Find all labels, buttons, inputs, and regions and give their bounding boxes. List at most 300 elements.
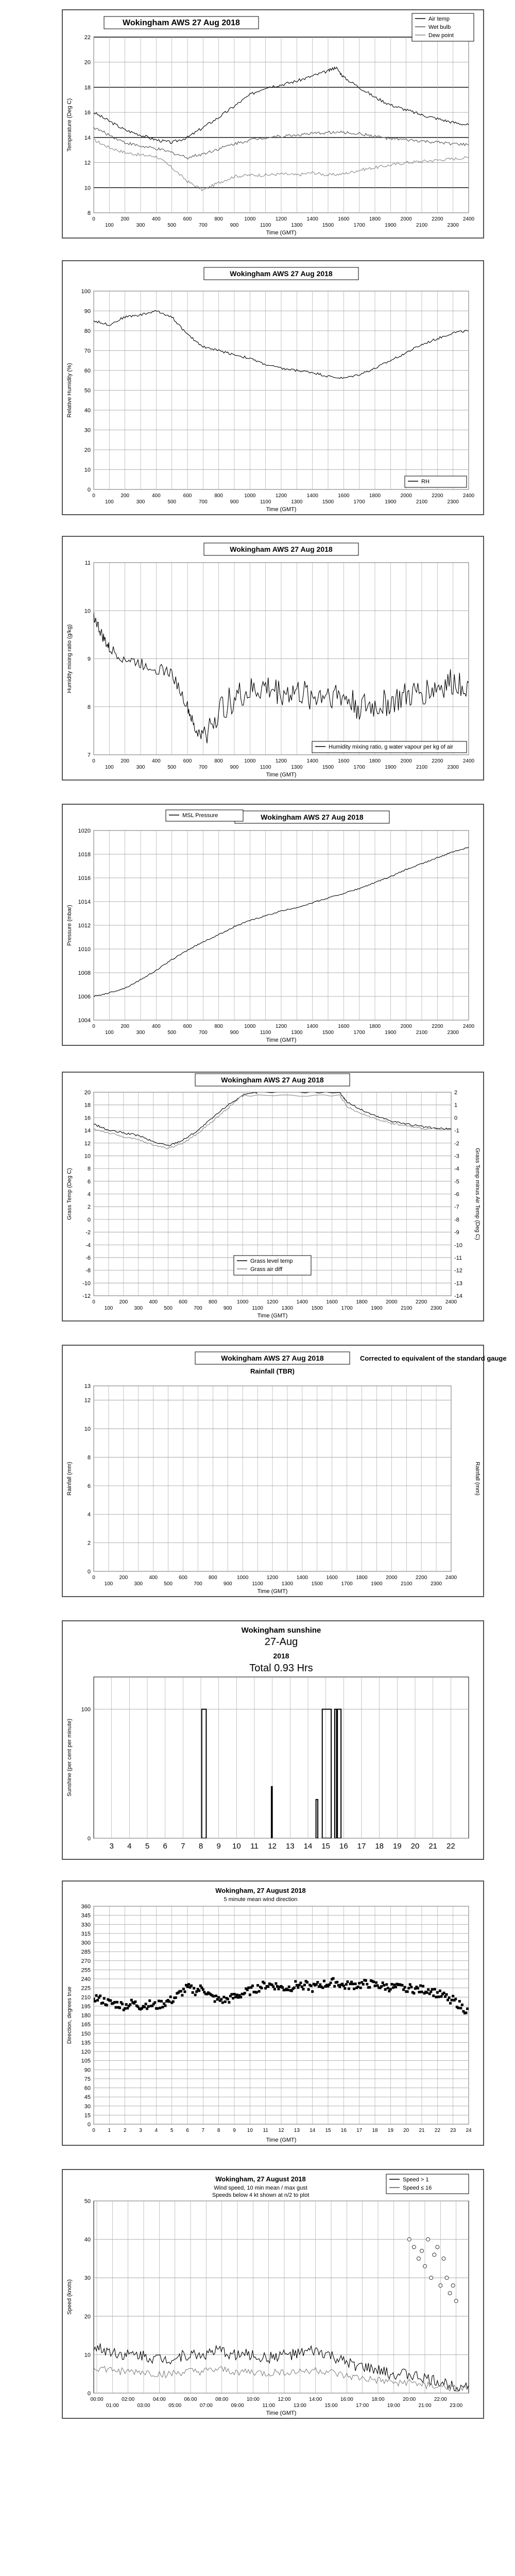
x-axis-label: Time (GMT)	[266, 2137, 297, 2143]
pressure-chart-svg	[63, 805, 483, 1045]
direction-point	[466, 2007, 469, 2010]
y-tick-label: 6	[87, 1483, 91, 1489]
x-tick-label: 1100	[260, 1030, 271, 1036]
direction-point	[228, 2001, 230, 2004]
y-tick-label: 1016	[78, 875, 91, 882]
x-tick-label: 0	[92, 1575, 95, 1581]
x-tick-label: 2300	[447, 1030, 459, 1036]
y-tick-label: 9	[87, 656, 91, 663]
direction-point	[434, 1988, 436, 1991]
direction-point	[134, 2001, 136, 2003]
direction-point	[366, 1983, 368, 1986]
sunshine-chart	[62, 1620, 484, 1860]
gust-point	[451, 2284, 455, 2287]
direction-point	[385, 1983, 388, 1986]
direction-point	[387, 1987, 389, 1989]
gust-point	[439, 2284, 442, 2287]
direction-point	[417, 1987, 419, 1990]
x-tick-label: 2200	[416, 1575, 427, 1581]
x-tick-label: 200	[119, 1299, 128, 1305]
y-axis-label: Speed (knots)	[66, 2279, 73, 2315]
direction-point	[172, 2001, 175, 2003]
x-tick-label: 600	[183, 493, 192, 499]
x-tick-label: 700	[198, 223, 208, 228]
x-tick-label: 11	[250, 1842, 259, 1851]
x-tick-label: 21:00	[418, 2403, 432, 2409]
wind-speed-chart-svg	[63, 2170, 483, 2418]
y2-axis-label: Rainfall (mm)	[474, 1462, 480, 1496]
y2-tick-label: 0	[454, 1115, 458, 1122]
x-tick-label: 01:00	[106, 2403, 119, 2409]
x-tick-label: 1600	[338, 493, 350, 499]
direction-point	[437, 1995, 440, 1998]
x-tick-label: 1200	[266, 1575, 279, 1581]
direction-point	[303, 1984, 306, 1986]
x-tick-label: 12	[278, 2128, 284, 2133]
y-tick-label: 15	[84, 2112, 91, 2119]
y-tick-label: 2	[87, 1540, 91, 1547]
y2-tick-label: -8	[454, 1216, 459, 1223]
x-tick-label: 200	[121, 758, 130, 764]
direction-point	[365, 1979, 367, 1982]
mixing-ratio-chart	[62, 536, 484, 781]
x-tick-label: 1900	[385, 499, 397, 505]
chart-title: Wokingham AWS 27 Aug 2018	[261, 813, 364, 821]
x-tick-label: 1400	[306, 758, 318, 764]
direction-point	[382, 1981, 384, 1984]
x-tick-label: 1200	[275, 1024, 287, 1029]
direction-point	[435, 1996, 437, 1998]
x-tick-label: 100	[104, 1306, 113, 1311]
x-tick-label: 1600	[338, 758, 350, 764]
y-tick-label: 20	[84, 59, 91, 66]
x-tick-label: 20	[403, 2128, 409, 2133]
x-tick-label: 15	[321, 1842, 331, 1851]
y-tick-label: 80	[84, 328, 91, 334]
direction-point	[409, 1983, 411, 1986]
direction-point	[297, 1986, 299, 1989]
x-tick-label: 3	[109, 1842, 114, 1851]
x-tick-label: 1500	[322, 499, 334, 505]
y-tick-label: 0	[87, 1216, 91, 1223]
direction-point	[323, 1980, 325, 1982]
chart-title: Wokingham AWS 27 Aug 2018	[221, 1076, 324, 1084]
direction-point	[239, 1996, 242, 1998]
direction-point	[359, 1987, 362, 1989]
legend-label: Grass air diff	[250, 1266, 283, 1273]
x-tick-label: 1000	[244, 758, 256, 764]
y-tick-label: 1008	[78, 970, 91, 976]
y-tick-label: 195	[81, 2003, 91, 2010]
direction-point	[276, 1985, 279, 1988]
x-tick-label: 600	[183, 1024, 192, 1029]
x-tick-label: 0	[92, 1024, 95, 1029]
sunshine-chart-svg	[63, 1621, 483, 1859]
x-tick-label: 18:00	[371, 2397, 385, 2402]
direction-point	[175, 1996, 177, 1999]
x-tick-label: 4	[127, 1842, 132, 1851]
y-tick-label: 30	[84, 2275, 91, 2282]
direction-point	[452, 1995, 454, 1997]
x-axis-label: Time (GMT)	[257, 1313, 288, 1319]
direction-point	[302, 1988, 304, 1990]
direction-point	[249, 1993, 251, 1996]
x-axis-label: Time (GMT)	[257, 1588, 288, 1595]
x-tick-label: 1500	[322, 1030, 334, 1036]
direction-point	[116, 2001, 118, 2004]
y-tick-label: 0	[87, 2122, 91, 2128]
x-tick-label: 15	[325, 2128, 331, 2133]
gust-point	[420, 2249, 424, 2252]
direction-point	[96, 1999, 99, 2002]
y-tick-label: 1012	[78, 923, 91, 929]
y-tick-label: 285	[81, 1949, 91, 1956]
x-tick-label: 200	[119, 1575, 128, 1581]
wind-direction-chart-svg	[63, 1882, 483, 2145]
chart-title: Wokingham AWS 27 Aug 2018	[230, 545, 333, 553]
direction-point	[288, 1986, 290, 1988]
y2-tick-label: -10	[454, 1242, 462, 1249]
x-tick-label: 2000	[386, 1575, 398, 1581]
x-tick-label: 1800	[356, 1299, 368, 1305]
chart-year: 2018	[273, 1652, 289, 1660]
direction-point	[263, 1982, 266, 1985]
x-tick-label: 04:00	[152, 2397, 166, 2402]
direction-point	[407, 1987, 410, 1990]
direction-point	[146, 2007, 148, 2010]
sunshine-bar	[271, 1787, 272, 1838]
direction-point	[251, 1985, 254, 1987]
direction-point	[383, 1984, 385, 1987]
x-tick-label: 800	[214, 758, 224, 764]
direction-point	[236, 1994, 238, 1996]
direction-point	[306, 1981, 308, 1984]
y-tick-label: 60	[84, 2085, 91, 2092]
x-tick-label: 800	[214, 493, 224, 499]
x-tick-label: 9	[216, 1842, 221, 1851]
chart-note: Speeds below 4 kt shown at n/2 to plot	[212, 2192, 310, 2198]
direction-point	[258, 1990, 261, 1993]
gust-point	[433, 2253, 436, 2257]
y-tick-label: 100	[81, 289, 91, 295]
y-tick-label: 12	[84, 160, 91, 166]
y-tick-label: 30	[84, 2103, 91, 2110]
x-tick-label: 1100	[260, 223, 271, 228]
x-tick-label: 10	[247, 2128, 253, 2133]
direction-point	[394, 1986, 397, 1988]
y-tick-label: 100	[81, 1706, 91, 1713]
direction-point	[384, 1988, 387, 1991]
direction-point	[190, 1985, 193, 1987]
y-tick-label: 10	[84, 1426, 91, 1433]
direction-point	[311, 1990, 314, 1993]
rainfall-chart	[62, 1345, 507, 1597]
y2-tick-label: 1	[454, 1102, 458, 1109]
direction-point	[202, 1988, 204, 1991]
direction-point	[454, 1998, 457, 2001]
direction-point	[114, 2006, 117, 2009]
y-tick-label: 50	[84, 2198, 91, 2205]
direction-point	[129, 2003, 131, 2006]
y-tick-label: 22	[84, 35, 91, 41]
x-tick-label: 100	[105, 499, 114, 505]
x-tick-label: 2400	[462, 758, 475, 764]
y-tick-label: 1018	[78, 852, 91, 858]
y-axis-label: Pressure (mbar)	[66, 905, 73, 946]
direction-point	[332, 1977, 335, 1980]
direction-point	[230, 1993, 233, 1995]
direction-point	[232, 1997, 234, 1999]
x-tick-label: 2400	[462, 493, 475, 499]
x-tick-label: 17:00	[356, 2403, 369, 2409]
x-tick-label: 1000	[237, 1575, 249, 1581]
x-tick-label: 2100	[416, 499, 428, 505]
legend-label: RH	[421, 479, 430, 485]
x-tick-label: 00:00	[90, 2397, 104, 2402]
y-tick-label: 40	[84, 408, 91, 414]
y-tick-label: 150	[81, 2030, 91, 2037]
direction-point	[145, 2003, 147, 2005]
x-tick-label: 11	[263, 2128, 268, 2133]
chart-subtitle: Wind speed, 10 min mean / max gust	[214, 2185, 307, 2191]
x-tick-label: 14	[303, 1842, 313, 1851]
direction-point	[461, 2004, 464, 2006]
gust-point	[412, 2245, 416, 2249]
x-tick-label: 8	[198, 1842, 203, 1851]
x-tick-label: 2100	[401, 1581, 413, 1587]
direction-point	[296, 1984, 298, 1987]
direction-point	[419, 1985, 422, 1987]
x-tick-label: 1200	[275, 493, 287, 499]
direction-point	[153, 2001, 156, 2004]
direction-point	[267, 1985, 269, 1988]
y-tick-label: 90	[84, 2067, 91, 2074]
x-tick-label: 100	[105, 765, 114, 770]
gust-point	[430, 2276, 433, 2280]
direction-point	[187, 1983, 190, 1986]
y-tick-label: 1004	[78, 1018, 91, 1024]
y-tick-label: 0	[87, 1836, 91, 1842]
y2-tick-label: -3	[454, 1153, 459, 1160]
direction-point	[118, 2007, 121, 2009]
direction-point	[158, 1999, 160, 2002]
direction-point	[465, 2011, 467, 2014]
direction-point	[159, 2007, 161, 2009]
y-axis-label: Humidity mixing ratio (g/kg)	[66, 624, 73, 693]
x-tick-label: 20:00	[403, 2397, 416, 2402]
direction-point	[451, 1999, 453, 2002]
y-tick-label: 1020	[78, 828, 91, 834]
y-tick-label: 0	[87, 2391, 91, 2397]
x-tick-label: 1	[108, 2128, 111, 2133]
direction-point	[436, 1991, 439, 1994]
direction-point	[459, 2007, 462, 2009]
x-tick-label: 2200	[432, 1024, 443, 1029]
direction-point	[182, 1988, 185, 1990]
x-tick-label: 10	[232, 1842, 241, 1851]
direction-point	[404, 1986, 406, 1989]
temperature-chart-svg	[63, 10, 483, 238]
direction-point	[160, 2000, 163, 2003]
x-tick-label: 1300	[291, 765, 303, 770]
direction-point	[256, 1984, 259, 1987]
direction-point	[109, 1999, 112, 2002]
y-tick-label: 225	[81, 1985, 91, 1992]
x-tick-label: 500	[167, 765, 177, 770]
x-tick-label: 800	[208, 1299, 217, 1305]
grass-temp-chart	[62, 1072, 484, 1321]
gust-point	[436, 2245, 439, 2249]
y-tick-label: 165	[81, 2022, 91, 2028]
x-tick-label: 06:00	[184, 2397, 197, 2402]
direction-point	[217, 1996, 220, 1998]
chart-subtitle: 27-Aug	[264, 1636, 298, 1648]
direction-point	[106, 2004, 108, 2007]
legend-box	[405, 476, 467, 487]
chart-title: Wokingham, 27 August 2018	[215, 2175, 306, 2183]
grass-temp-chart-svg	[63, 1073, 483, 1320]
x-tick-label: 15:00	[324, 2403, 338, 2409]
x-tick-label: 21	[428, 1842, 438, 1851]
x-tick-label: 900	[230, 1030, 239, 1036]
y-tick-label: 6	[87, 1178, 91, 1185]
x-tick-label: 9	[233, 2128, 236, 2133]
x-tick-label: 1700	[353, 223, 365, 228]
x-tick-label: 1400	[306, 493, 318, 499]
y-tick-label: 330	[81, 1922, 91, 1928]
direction-point	[390, 1983, 393, 1986]
x-tick-label: 5	[170, 2128, 174, 2133]
x-tick-label: 14	[310, 2128, 316, 2133]
direction-point	[164, 2005, 167, 2007]
direction-point	[449, 2002, 452, 2005]
y-tick-label: 105	[81, 2058, 91, 2064]
x-tick-label: 1000	[237, 1299, 249, 1305]
x-tick-label: 1900	[385, 765, 397, 770]
direction-point	[161, 2006, 164, 2008]
direction-point	[169, 1995, 172, 1998]
y-tick-label: 10	[84, 608, 91, 615]
y2-tick-label: -14	[454, 1293, 462, 1299]
y-tick-label: 255	[81, 1967, 91, 1974]
x-tick-label: 2100	[416, 223, 428, 228]
y2-tick-label: -12	[454, 1267, 462, 1274]
y-tick-label: -2	[85, 1229, 91, 1236]
x-tick-label: 300	[134, 1306, 143, 1311]
x-tick-label: 6	[186, 2128, 189, 2133]
x-tick-label: 23:00	[450, 2403, 463, 2409]
x-tick-label: 12:00	[278, 2397, 291, 2402]
direction-point	[214, 2000, 216, 2003]
x-tick-label: 400	[151, 758, 161, 764]
x-tick-label: 2000	[400, 1024, 412, 1029]
x-tick-label: 0	[92, 1299, 95, 1305]
direction-point	[447, 1999, 449, 2002]
y-axis-label: Direction, degrees true	[66, 1986, 73, 2044]
direction-point	[215, 1995, 217, 1997]
y-tick-label: 210	[81, 1994, 91, 2001]
direction-point	[143, 2006, 146, 2008]
direction-point	[375, 1981, 377, 1984]
x-tick-label: 1300	[281, 1306, 294, 1311]
x-tick-label: 700	[198, 1030, 208, 1036]
x-tick-label: 1100	[260, 765, 271, 770]
x-tick-label: 1700	[353, 1030, 365, 1036]
x-tick-label: 200	[121, 1024, 130, 1029]
x-tick-label: 100	[105, 1030, 114, 1036]
direction-point	[321, 1987, 324, 1989]
direction-point	[352, 1982, 354, 1985]
direction-point	[192, 1991, 194, 1994]
y-tick-label: 16	[84, 110, 91, 116]
x-tick-label: 13:00	[293, 2403, 306, 2409]
x-tick-label: 1000	[244, 493, 256, 499]
x-tick-label: 16	[339, 1842, 348, 1851]
x-tick-label: 18	[372, 2128, 378, 2133]
x-tick-label: 09:00	[231, 2403, 244, 2409]
direction-point	[212, 1995, 215, 1997]
y-axis-label: Rainfall (mm)	[66, 1462, 73, 1496]
chart-subtitle: Rainfall (TBR)	[250, 1367, 295, 1375]
humidity-chart-svg	[63, 261, 483, 514]
x-tick-label: 1500	[322, 765, 334, 770]
chart-title: Wokingham AWS 27 Aug 2018	[123, 19, 240, 27]
x-tick-label: 1400	[306, 216, 318, 222]
x-axis-label: Time (GMT)	[266, 1037, 297, 1043]
x-tick-label: 2	[123, 2128, 127, 2133]
pressure-chart	[62, 804, 484, 1046]
x-tick-label: 5	[145, 1842, 150, 1851]
direction-point	[333, 1985, 336, 1988]
direction-point	[413, 1992, 415, 1994]
y-axis-label: Relative Humidity (%)	[66, 363, 73, 418]
x-tick-label: 500	[167, 223, 177, 228]
x-tick-label: 400	[151, 216, 161, 222]
x-tick-label: 800	[214, 216, 224, 222]
wind-direction-chart	[62, 1880, 484, 2146]
direction-point	[319, 1984, 321, 1986]
direction-point	[222, 1996, 225, 1998]
x-tick-label: 1800	[369, 1024, 381, 1029]
x-tick-label: 1300	[291, 223, 303, 228]
x-tick-label: 600	[179, 1575, 187, 1581]
y-tick-label: 50	[84, 387, 91, 394]
x-tick-label: 300	[136, 499, 145, 505]
y-tick-label: 1006	[78, 994, 91, 1000]
y-tick-label: 300	[81, 1940, 91, 1946]
legend-label: Humidity mixing ratio, g water vapour per kg of air	[329, 744, 454, 750]
gust-point	[442, 2257, 445, 2260]
x-tick-label: 1600	[326, 1575, 338, 1581]
y-tick-label: 4	[87, 1191, 91, 1198]
x-tick-label: 2400	[462, 216, 475, 222]
x-tick-label: 600	[183, 216, 192, 222]
direction-point	[372, 1980, 375, 1983]
y-tick-label: 12	[84, 1397, 91, 1404]
y2-tick-label: -5	[454, 1178, 459, 1185]
x-tick-label: 1200	[266, 1299, 279, 1305]
x-tick-label: 500	[164, 1581, 173, 1587]
x-tick-label: 1600	[338, 216, 350, 222]
y-tick-label: 40	[84, 2236, 91, 2243]
direction-point	[458, 2000, 461, 2003]
direction-point	[393, 1984, 396, 1986]
x-tick-label: 2400	[445, 1299, 457, 1305]
x-tick-label: 1300	[291, 499, 303, 505]
y-tick-label: 360	[81, 1904, 91, 1910]
x-tick-label: 19	[387, 2128, 393, 2133]
y-tick-label: 8	[87, 1166, 91, 1173]
